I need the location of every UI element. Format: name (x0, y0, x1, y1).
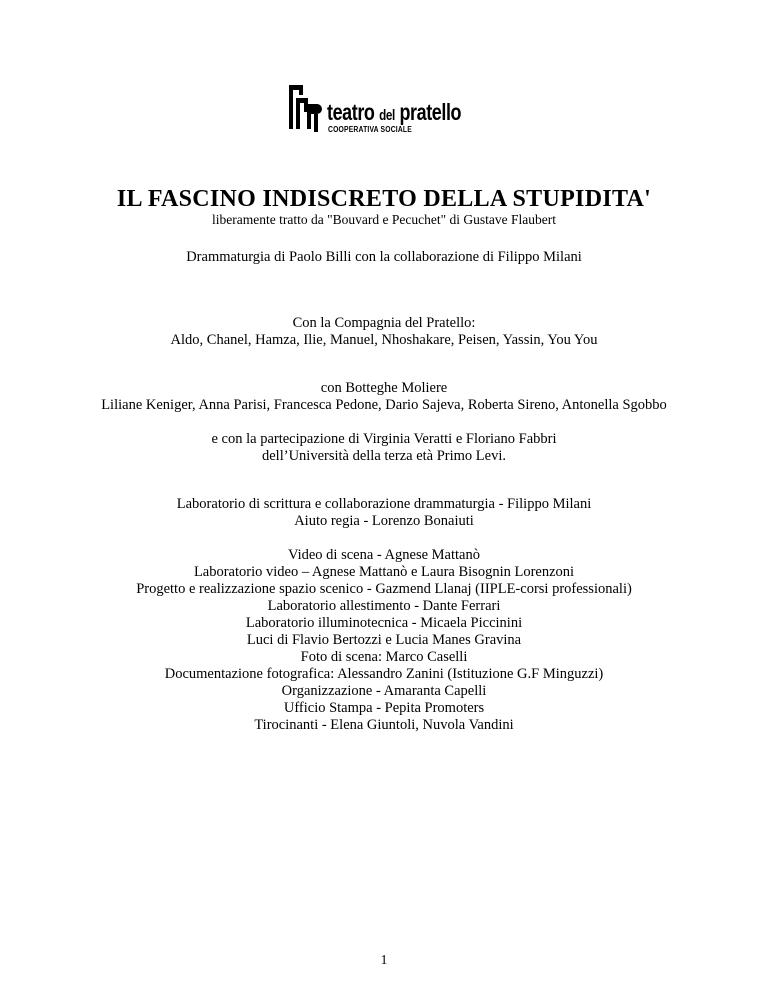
logo-name-part2: del (379, 107, 395, 124)
credit-line: Ufficio Stampa - Pepita Promoters (283, 700, 485, 716)
logo (287, 82, 487, 138)
credit-line: Laboratorio allestimento - Dante Ferrari (267, 598, 501, 614)
credit-line: Laboratorio illuminotecnica - Micaela Piccinini (245, 615, 523, 631)
credit-line: Aiuto regia - Lorenzo Bonaiuti (294, 513, 474, 529)
credit-line: Laboratorio di scrittura e collaborazione drammaturgia - Filippo Milani (176, 496, 592, 512)
company-intro: Con la Compagnia del Pratello: (292, 315, 476, 331)
participation-line-1: e con la partecipazione di Virginia Veratti e Floriano Fabbri (211, 431, 557, 447)
credit-line: Video di scena - Agnese Mattanò (287, 547, 480, 563)
credit-line: Documentazione fotografica: Alessandro Zanini (Istituzione G.F Minguzzi) (164, 666, 604, 682)
document-subtitle: liberamente tratto da "Bouvard e Pecuchet" di Gustave Flaubert (212, 212, 556, 227)
credit-line: Organizzazione - Amaranta Capelli (281, 683, 487, 699)
credit-line: Progetto e realizzazione spazio scenico - Gazmend Llanaj (IIPLE-corsi professionali) (136, 581, 632, 597)
logo-name-part1: teatro (327, 99, 380, 125)
credit-line: Luci di Flavio Bertozzi e Lucia Manes Gravina (246, 632, 522, 648)
logo-name (327, 100, 461, 128)
company-members: Aldo, Chanel, Hamza, Ilie, Manuel, Nhoshakare, Peisen, Yassin, You You (170, 332, 598, 348)
logo-name-part3: pratello (394, 99, 462, 125)
logo-subtitle: COOPERATIVA SOCIALE (328, 125, 412, 134)
document-title: IL FASCINO INDISCRETO DELLA STUPIDITA' (116, 186, 652, 212)
participation-line-2: dell’Università della terza età Primo Levi. (262, 448, 506, 464)
botteghe-members: Liliane Keniger, Anna Parisi, Francesca Pedone, Dario Sajeva, Roberta Sireno, Antonella Sgobbo (101, 397, 667, 413)
page-number: 1 (380, 952, 388, 967)
botteghe-intro: con Botteghe Moliere (320, 380, 448, 396)
dramaturgy-line: Drammaturgia di Paolo Billi con la collaborazione di Filippo Milani (186, 249, 582, 265)
teatro-del-pratello-logo-mark-icon (287, 82, 323, 138)
credit-line: Tirocinanti - Elena Giuntoli, Nuvola Vandini (254, 717, 514, 733)
credit-line: Foto di scena: Marco Caselli (300, 649, 468, 665)
credit-line: Laboratorio video – Agnese Mattanò e Laura Bisognin Lorenzoni (193, 564, 575, 580)
